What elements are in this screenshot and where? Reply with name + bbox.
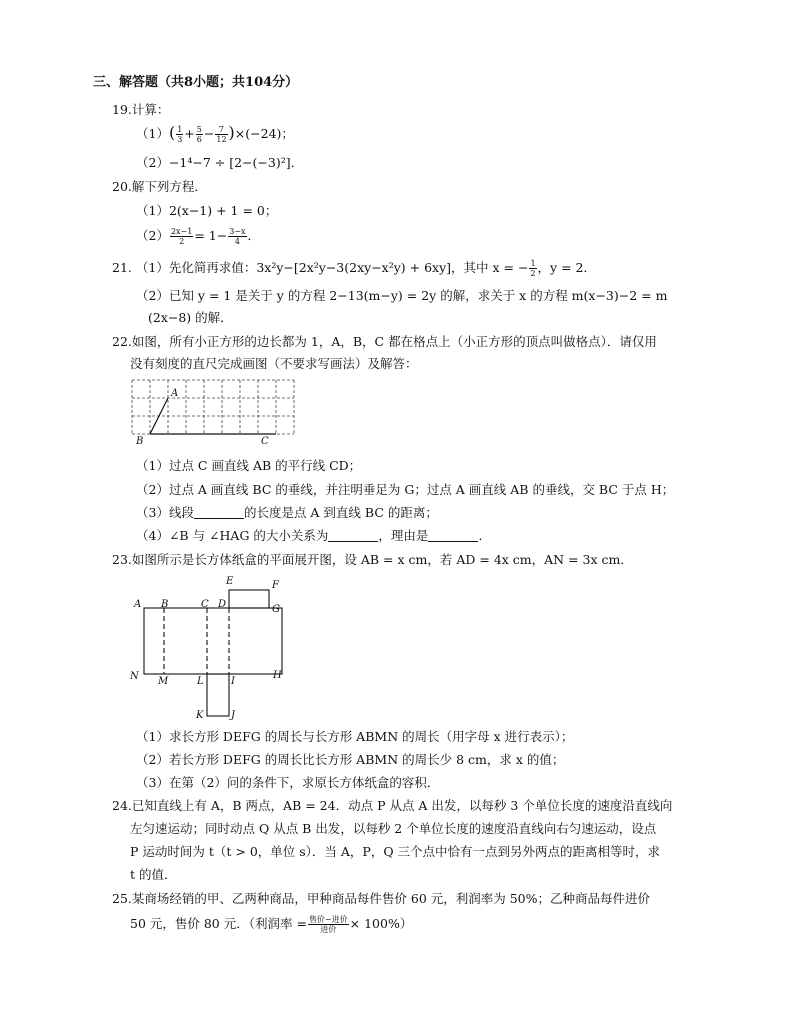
fraction: $\frac{3-x}{4}$: [229, 227, 246, 246]
answer-blank[interactable]: [328, 529, 378, 542]
label-g: G: [272, 604, 280, 615]
question-number: 19.: [112, 102, 132, 117]
question-23-item-2: （2）若长方形 DEFG 的周长比长方形 ABMN 的周长少 8 cm，求 x 的值；: [136, 752, 565, 767]
box-net-figure: [128, 572, 296, 722]
bottom-flap: [207, 674, 229, 716]
question-22-line-1: 22.如图，所有小正方形的边长都为 1，A，B，C 都在格点上（小正方形的顶点叫做格点）．请仅用: [112, 334, 657, 349]
question-21-part-2-line-2: (2x−8) 的解．: [148, 310, 233, 325]
question-22-line-2: 没有刻度的直尺完成画图（不要求写画法）及解答：: [130, 356, 418, 371]
question-22-item-2: （2）过点 A 画直线 BC 的垂线，并注明垂足为 G；过点 A 画直线 AB 的垂线，交 BC 于点 H；: [136, 482, 675, 497]
label-e: E: [226, 576, 234, 587]
label-i: I: [231, 676, 235, 687]
dashed-grid: [132, 380, 294, 434]
label-f: F: [272, 580, 279, 591]
fraction: $\frac{5}{6}$: [196, 125, 202, 144]
label-k: K: [196, 710, 204, 721]
main-rectangle: [144, 608, 282, 674]
fraction: $\frac{1}{3}$: [177, 125, 183, 144]
question-24-line-2: 左匀速运动；同时动点 Q 从点 B 出发，以每秒 2 个单位长度的速度沿直线向右匀速运动，设点: [130, 821, 657, 836]
label-c: C: [261, 436, 269, 447]
question-24-line-3: P 运动时间为 t（t > 0，单位 s）．当 A，P，Q 三个点中恰有一点到另外两点的距离相等时，求: [130, 844, 661, 859]
question-24-line-1: 24.已知直线上有 A，B 两点，AB = 24．动点 P 从点 A 出发，以每秒 3 个单位长度的速度沿直线向: [112, 798, 673, 813]
fraction: $\frac{\text{售价−进价}}{\text{进价}}$: [308, 915, 348, 934]
label-a: A: [134, 599, 142, 610]
fraction: $\frac{1}{2}$: [530, 259, 536, 278]
question-25-line-2: 50 元，售价 80 元．（利润率 = $\frac{\text{售价−进价}}{\text{进价}}$ × 100%）: [130, 915, 413, 934]
question-22-item-1: （1）过点 C 画直线 AB 的平行线 CD；: [136, 458, 362, 473]
label-c: C: [201, 599, 209, 610]
fold-lines: [164, 608, 229, 674]
question-20-part-2: （2） $\frac{2x-1}{2}$ = 1− $\frac{3-x}{4}$ ．: [136, 227, 261, 246]
question-22-item-4: （4）∠B 与 ∠HAG 的大小关系为 ，理由是 ．: [136, 528, 491, 543]
label-h: H: [273, 670, 282, 681]
question-25-line-1: 25.某商场经销的甲、乙两种商品，甲种商品每件售价 60 元，利润率为 50%；乙种商品每件进价: [112, 891, 651, 906]
question-19-part-1: （1）( $\frac{1}{3}$ + $\frac{5}{6}$ − $\frac{7}{12}$ )×(−24)；: [136, 123, 294, 144]
grid-figure: [128, 374, 308, 450]
label-m: M: [158, 676, 169, 687]
fraction: $\frac{7}{12}$: [216, 125, 227, 144]
fraction: $\frac{2x-1}{2}$: [170, 227, 193, 246]
answer-blank[interactable]: [428, 529, 478, 542]
question-23-stem: 23.如图所示是长方体纸盒的平面展开图，设 AB = x cm，若 AD = 4x cm，AN = 3x cm．: [112, 552, 633, 567]
question-19-part-2: （2）−1⁴−7 ÷ [2−(−3)²]．: [136, 155, 304, 170]
answer-blank[interactable]: [194, 506, 244, 519]
label-j: J: [231, 710, 236, 721]
question-23-item-3: （3）在第（2）问的条件下，求原长方体纸盒的容积．: [136, 775, 440, 790]
question-20-part-1: （1）2(x−1) + 1 = 0；: [136, 203, 278, 218]
question-23-item-1: （1）求长方形 DEFG 的周长与长方形 ABMN 的周长（用字母 x 进行表示）；: [136, 729, 574, 744]
question-21-part-1: 21. （1）先化简再求值：3x²y−[2x²y−3(2xy−x²y) + 6xy]，其中 x = − $\frac{1}{2}$ ，y = 2．: [112, 259, 596, 278]
question-24-line-4: t 的值．: [130, 867, 177, 882]
section-title: 三、解答题（共8小题；共104分）: [93, 75, 299, 90]
label-l: L: [197, 676, 204, 687]
question-22-item-3: （3）线段 的长度是点 A 到直线 BC 的距离；: [136, 505, 438, 520]
label-a: A: [171, 388, 179, 399]
question-20-stem: 20.解下列方程．: [112, 179, 207, 194]
label-n: N: [130, 671, 139, 682]
question-19-stem: 19.计算：: [112, 102, 170, 117]
label-b: B: [136, 436, 144, 447]
question-21-part-2-line-1: （2）已知 y = 1 是关于 y 的方程 2−13(m−y) = 2y 的解，求关于 x 的方程 m(x−3)−2 = m: [136, 288, 668, 303]
rectangle-defg: [229, 590, 269, 608]
label-b: B: [161, 599, 169, 610]
label-d: D: [218, 599, 227, 610]
